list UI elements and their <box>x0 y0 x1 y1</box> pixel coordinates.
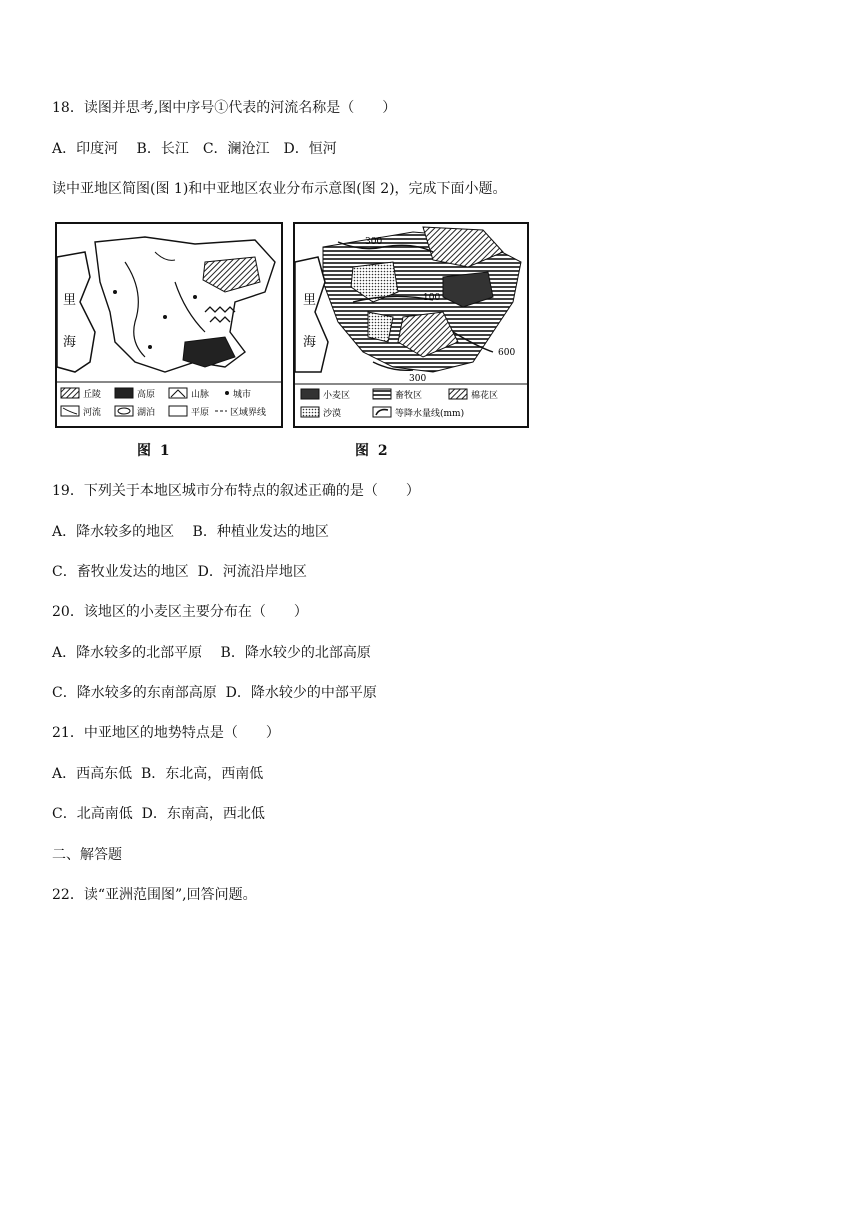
figure-1-legend-hills: 丘陵 <box>83 390 102 400</box>
figure-2-isohyet-label: 300 <box>365 237 383 247</box>
q20-options-line-1: A．降水较多的北部平原 B．降水较少的北部高原 <box>52 645 371 661</box>
q18-options: A．印度河 B．长江 C．澜沧江 D．恒河 <box>52 141 337 157</box>
q19-stem: 19．下列关于本地区城市分布特点的叙述正确的是（ ） <box>52 483 420 499</box>
figure-2-legend-wheat: 小麦区 <box>323 391 351 401</box>
q21-stem: 21．中亚地区的地势特点是（ ） <box>52 725 280 741</box>
q21-options-line-2: C．北高南低 D．东南高，西北低 <box>52 806 265 822</box>
figure-1-legend-plain: 平原 <box>191 408 210 418</box>
q19-options-line-2: C．畜牧业发达的地区 D．河流沿岸地区 <box>52 564 307 580</box>
figure-2-legend-isohyet: 等降水量线(mm) <box>395 409 465 419</box>
q21-options-line-1: A．西高东低 B．东北高，西南低 <box>52 766 264 782</box>
q20-options-line-2: C．降水较多的东南部高原 D．降水较少的中部平原 <box>52 685 377 701</box>
figure-2-isohyet-label: 600 <box>498 348 516 358</box>
figure-1-legend-river: 河流 <box>83 408 102 418</box>
figure-2-caption: 图 2 <box>355 443 390 459</box>
figure-1-map <box>55 222 285 432</box>
figure-2-isohyet-label: 100 <box>423 293 441 303</box>
figure-2-legend-desert: 沙漠 <box>323 409 342 419</box>
section-heading: 二、解答题 <box>52 847 122 863</box>
figure-1-legend-boundary: 区域界线 <box>230 408 267 418</box>
figure-2-sea-label-1: 里 <box>303 293 317 308</box>
figure-1-sea-label-2: 海 <box>63 335 77 350</box>
figure-2-legend-pasture: 畜牧区 <box>395 391 423 401</box>
q20-stem: 20．该地区的小麦区主要分布在（ ） <box>52 604 308 620</box>
figures <box>55 222 531 462</box>
figure-1-sea-label-1: 里 <box>63 293 77 308</box>
q22-stem: 22．读“亚洲范围图”,回答问题。 <box>52 887 257 903</box>
intro-text: 读中亚地区简图(图 1)和中亚地区农业分布示意图(图 2)，完成下面小题。 <box>52 181 507 197</box>
figure-2-sea-label-2: 海 <box>303 335 317 350</box>
figure-1-caption: 图 1 <box>137 443 172 459</box>
figure-1-legend-lake: 湖泊 <box>137 408 156 418</box>
figure-2-legend-cotton: 棉花区 <box>471 391 499 401</box>
q18-stem: 18．读图并思考,图中序号①代表的河流名称是（ ） <box>52 100 397 116</box>
figure-2-isohyet-label: 300 <box>409 374 427 384</box>
q19-options-line-1: A．降水较多的地区 B．种植业发达的地区 <box>52 524 329 540</box>
figure-2-map <box>293 222 531 432</box>
figure-1-legend-city: 城市 <box>233 390 252 400</box>
figure-1-legend-plateau: 高原 <box>137 390 156 400</box>
figure-1-legend-mountain: 山脉 <box>191 390 210 400</box>
